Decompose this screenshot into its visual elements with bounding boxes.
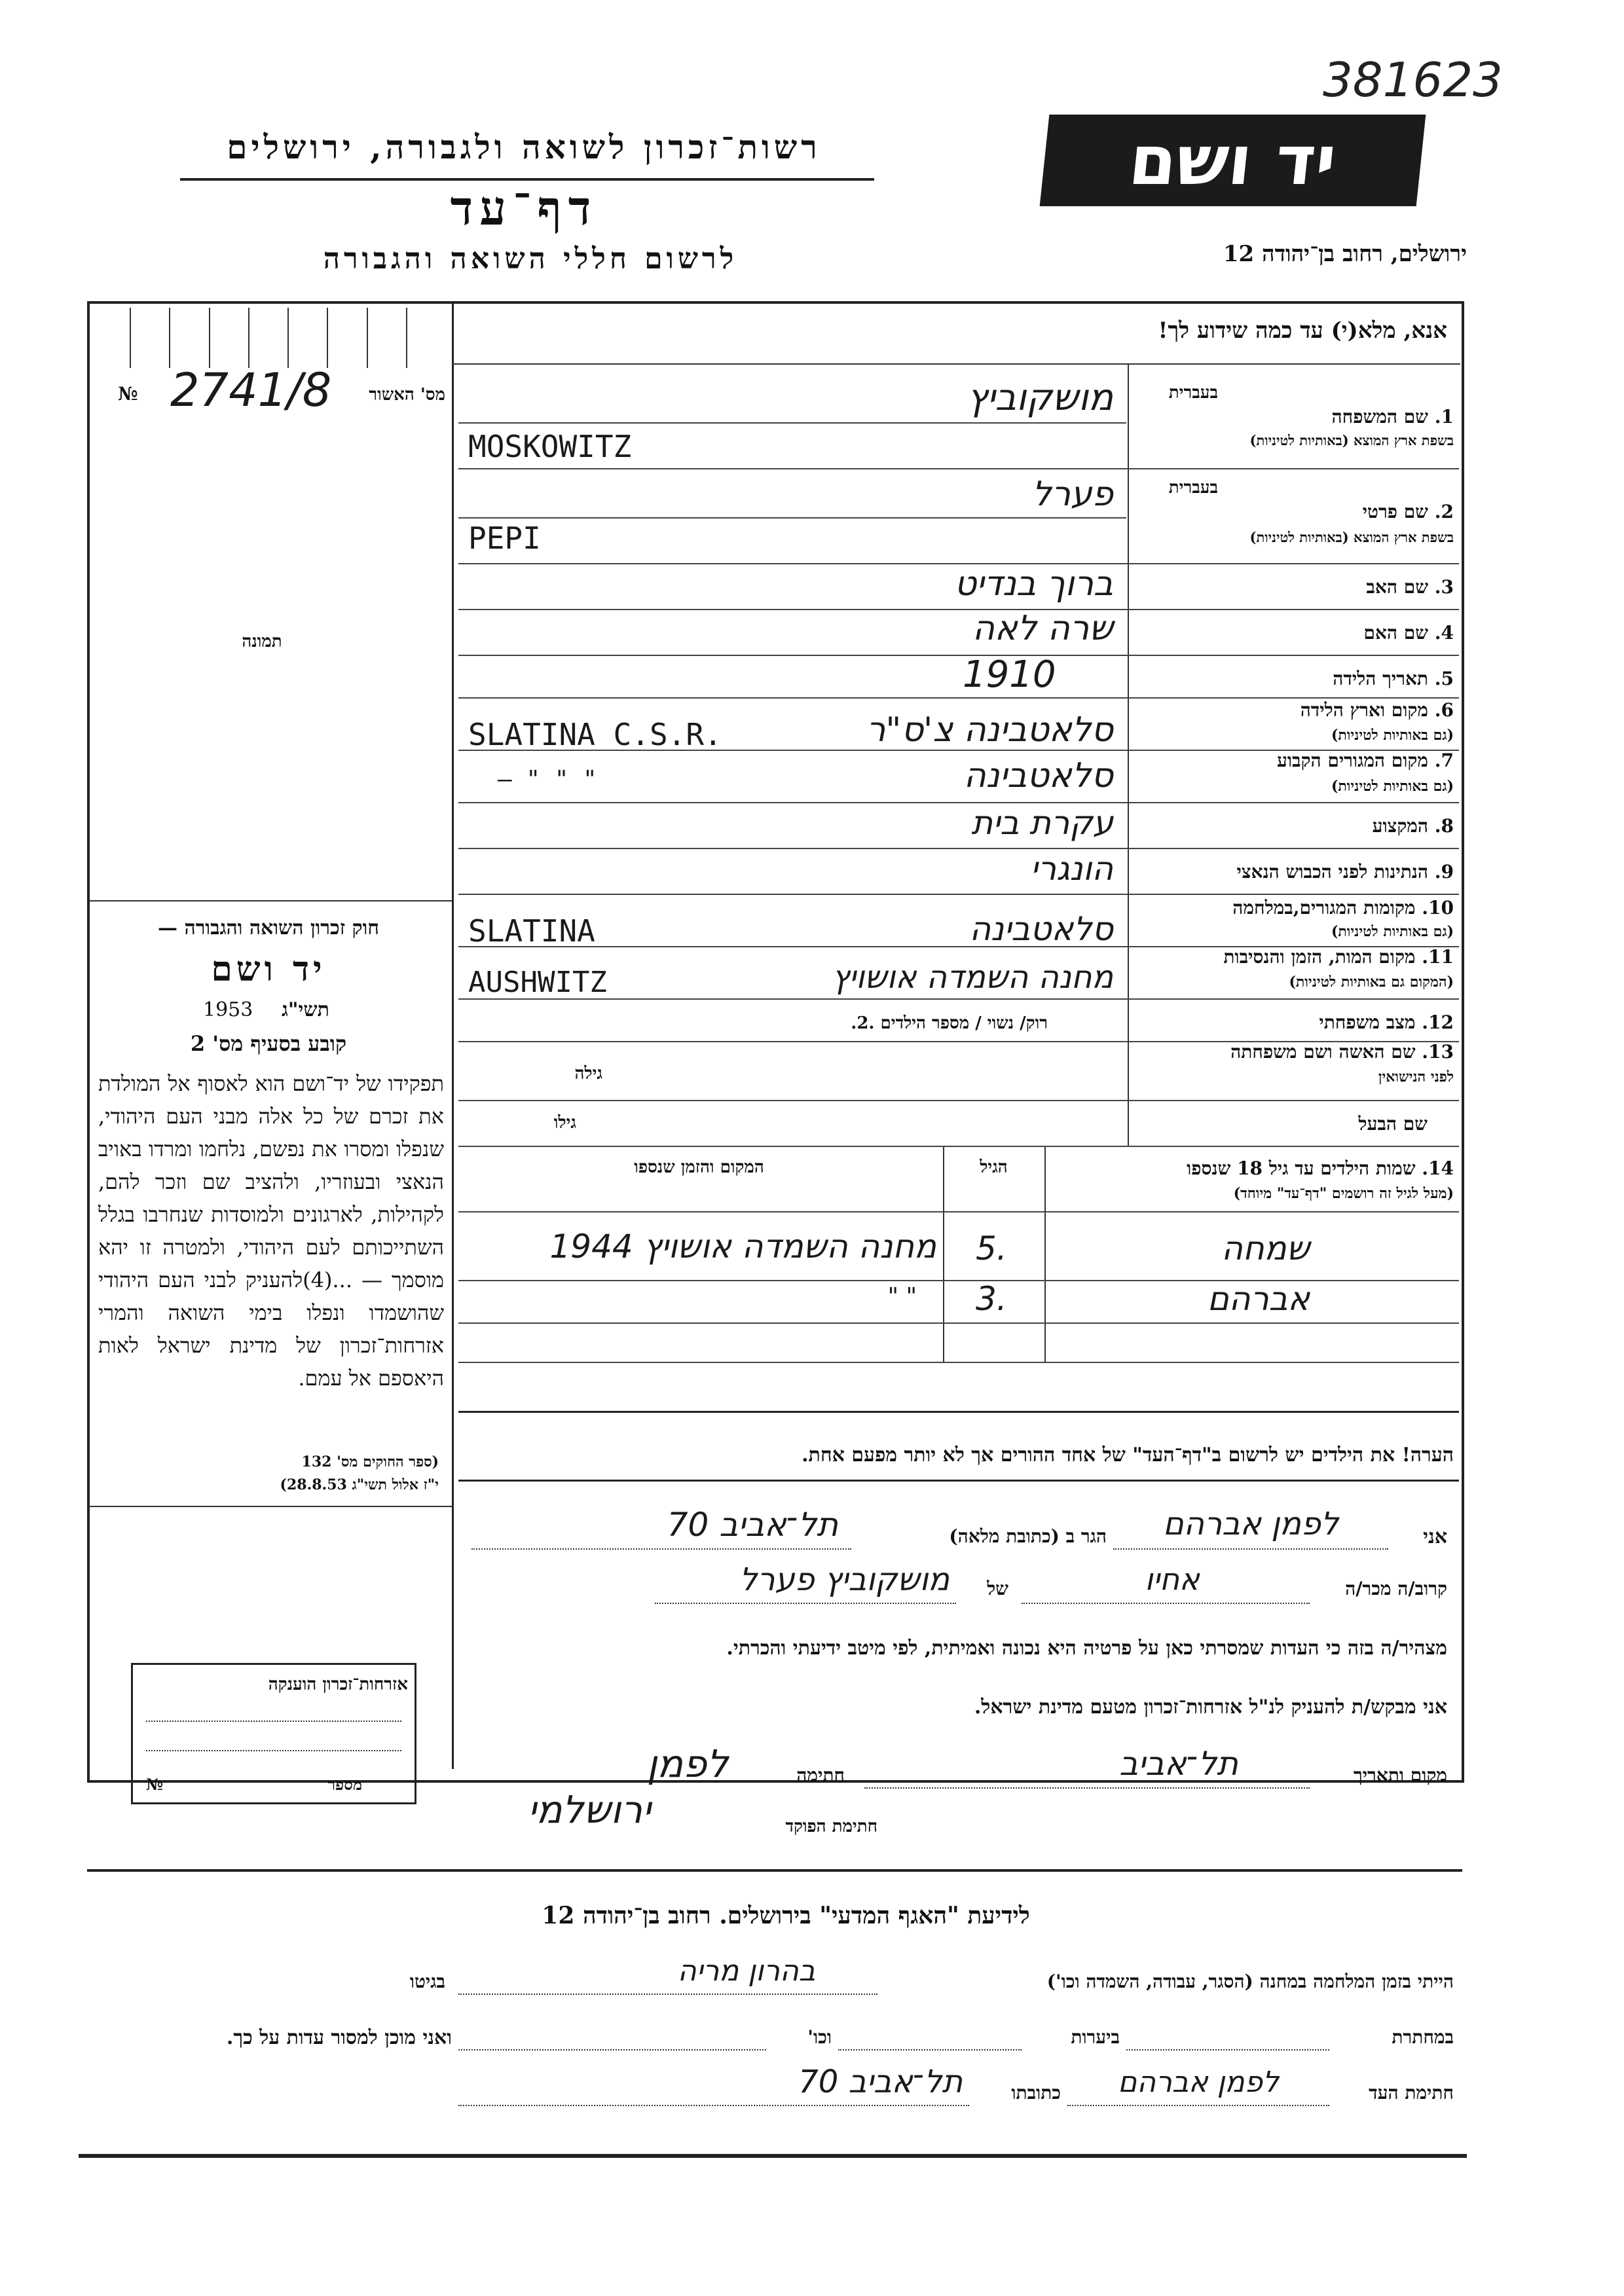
decl-relation-value: אחיו	[1145, 1561, 1200, 1597]
field-1-bottom-line	[458, 468, 1459, 469]
field-11-value-heb: מחנה השמדה אושויץ	[832, 959, 1113, 996]
decl-of-label: של	[987, 1578, 1008, 1599]
field-2-sub: בשפת ארץ המוצא (באותיות לטיניות)	[1249, 529, 1454, 545]
decl-residing-label: הגר ב (כתובת מלאה)	[949, 1525, 1107, 1547]
law-bottom-line	[88, 1506, 452, 1507]
children-num: 14.	[1422, 1157, 1454, 1179]
field-6-sub: (גם באותיות לטיניות)	[1331, 727, 1454, 744]
law-section: קובע בסעיף מס' 2	[190, 1031, 347, 1056]
field-2-value-lat: PEPI	[468, 520, 541, 556]
husband-bottom-line	[458, 1146, 1459, 1147]
footer-line2-b: ביערות	[1071, 2026, 1120, 2048]
citizenship-number-label: מספר	[327, 1775, 362, 1794]
field-4-label	[1133, 622, 1454, 644]
field-5-bottom-line	[458, 697, 1459, 699]
law-year-heb: תשי"ג	[282, 998, 329, 1021]
field-10-name: מקומות המגורים,במלחמה	[1232, 897, 1416, 919]
field-2-name: שם פרטי	[1362, 501, 1429, 522]
footer-line2-a: במחתרת	[1392, 2026, 1454, 2048]
decl-place-date-label: מקום ותאריך	[1353, 1764, 1447, 1786]
field-8-value-heb: עקרת בית	[971, 804, 1113, 842]
field-10-label	[1133, 897, 1454, 919]
field-7-bottom-line	[458, 802, 1459, 803]
footer-line2-c: וכו'	[807, 2026, 832, 2048]
decl-i-label: אני	[1423, 1525, 1447, 1548]
field-11-value-lat: AUSHWITZ	[468, 966, 607, 999]
decl-request: אני מבקש/ת להעניק לנ"ל אזרחות־זכרון מטעם מדינת ישראל.	[974, 1696, 1447, 1719]
field-11-bottom-line	[458, 998, 1459, 1000]
children-col-age: הגיל	[980, 1157, 1008, 1177]
field-12-label	[1133, 1011, 1454, 1034]
field-1-name: שם המשפחה	[1331, 406, 1429, 428]
field-13-sub: לפני הנישואין	[1378, 1068, 1454, 1085]
field-1-hint: בעברית	[1168, 383, 1218, 403]
children-title: שמות הילדים עד גיל 18 שנספו	[1187, 1157, 1416, 1179]
field-5-name: תאריך הלידה	[1333, 668, 1429, 689]
intro-divider	[452, 363, 1460, 365]
field-6-label	[1133, 699, 1454, 721]
decl-relation-line	[1022, 1603, 1310, 1604]
field-13-label	[1133, 1041, 1454, 1063]
decl-i-value: לפמן אברהם	[1162, 1506, 1339, 1542]
intro-text: אנא, מלא(י) עד כמה שידוע לך!	[1158, 318, 1447, 344]
citizenship-box	[131, 1663, 416, 1804]
form-title: דף־עד	[450, 180, 598, 236]
husband-extra: גילו	[553, 1113, 576, 1133]
field-4-value-heb: שרה לאה	[972, 609, 1113, 648]
footer-line3-addr-value: תל־אביב 70	[798, 2064, 963, 2100]
law-ref-1: (ספר החוקים מס' 132	[301, 1453, 439, 1470]
field-13-bottom-line	[458, 1100, 1459, 1101]
field-7-label	[1133, 750, 1454, 772]
decl-official-value: ירושלמי	[528, 1787, 651, 1832]
field-13-name: שם האשה ושם משפחתה	[1230, 1041, 1416, 1063]
law-year-num: 1953	[203, 998, 253, 1021]
field-1-value-heb: מושקוביץ	[967, 376, 1113, 419]
decl-relation-label: קרוב/ה מכר/ה	[1345, 1578, 1447, 1599]
field-6-name: מקום וארץ הלידה	[1300, 699, 1429, 721]
field-9-name: הנתינות לפני הכבוש הנאצי	[1236, 861, 1429, 883]
field-7-num: 7.	[1434, 750, 1454, 771]
field-1-num: 1.	[1434, 406, 1454, 428]
field-7-name: מקום המגורים הקבוע	[1277, 750, 1429, 771]
child-1-name: שמחה	[1221, 1230, 1310, 1267]
decl-place-date-line	[864, 1787, 1310, 1789]
bottom-line	[79, 2154, 1467, 2158]
field-9-value-heb: הונגרי	[1030, 850, 1113, 888]
child-2-name: אברהם	[1207, 1280, 1310, 1318]
field-10-sub: (גם באותיות לטיניות)	[1331, 923, 1454, 940]
grid-boxes	[92, 308, 445, 368]
child-2-place: " "	[887, 1283, 917, 1310]
footer-line2-line-c	[458, 2049, 766, 2050]
children-bottom-line	[458, 1362, 1459, 1363]
field-12-name: מצב משפחתי	[1319, 1011, 1416, 1033]
field-6-value-heb: סלאטבינה צ'ס"ר	[866, 710, 1113, 750]
field-5-value-heb: 1910	[963, 653, 1056, 696]
field-9-num: 9.	[1434, 861, 1454, 883]
field-2-label	[1133, 501, 1454, 523]
decl-residing-value: תל־אביב 70	[667, 1506, 838, 1544]
field-10-value-heb: סלאטבינה	[969, 910, 1113, 948]
decl-of-value: מושקוביץ פערל	[739, 1561, 950, 1598]
husband-label: שם הבעל	[1358, 1113, 1428, 1135]
permit-label: מס' האשור	[369, 385, 445, 405]
field-1-value-lat: MOSKOWITZ	[468, 429, 632, 464]
decl-official-label: חתימת הפוקד	[785, 1817, 877, 1836]
field-4-name: שם האם	[1363, 622, 1429, 644]
children-col-1	[1044, 1147, 1046, 1362]
field-8-bottom-line	[458, 848, 1459, 849]
field-4-num: 4.	[1434, 622, 1454, 644]
field-4-bottom-line	[458, 655, 1459, 656]
children-label	[1048, 1157, 1454, 1180]
decl-statement: מצהיר/ה בזה כי העדות שמסרתי כאן על פרטיה היא נכונה ואמיתית, לפי מיטב ידיעתי והכרתי.	[726, 1637, 1447, 1660]
footer-line3-addr-line	[458, 2105, 969, 2106]
footer-line3-addr-label: כתובתו	[1011, 2082, 1061, 2104]
field-12-value: רוק/ נשוי / מספר הילדים .2.	[851, 1013, 1048, 1033]
field-11-label	[1133, 946, 1454, 968]
child-2-age: 3.	[976, 1280, 1007, 1318]
footer-line3-value: לפמן אברהם	[1118, 2066, 1279, 2099]
law-ref-2: י"ז אלול תשי"ג 28.8.53)	[280, 1476, 439, 1493]
decl-place-date-value: תל־אביב	[1119, 1745, 1238, 1783]
field-1-label	[1133, 406, 1454, 428]
field-11-num: 11.	[1422, 946, 1454, 968]
field-6-value-lat: SLATINA C.S.R.	[468, 717, 722, 752]
decl-signature-value: לפמן	[646, 1741, 729, 1786]
note-top-line	[458, 1411, 1459, 1413]
field-3-num: 3.	[1434, 576, 1454, 598]
footer-line2-line-b	[838, 2049, 1022, 2050]
field-13-num: 13.	[1422, 1041, 1454, 1063]
child-2-line	[458, 1322, 1459, 1324]
field-8-label	[1133, 815, 1454, 837]
field-7-sub: (גם באותיות לטיניות)	[1331, 778, 1454, 795]
field-2-value-heb: פערל	[1032, 475, 1113, 514]
field-6-num: 6.	[1434, 699, 1454, 721]
field-11-sub: (המקום גם באותיות לטיניות)	[1289, 974, 1454, 991]
field-2-mid-line	[458, 517, 1126, 519]
yad-vashem-logo	[1040, 115, 1426, 206]
field-9-bottom-line	[458, 894, 1459, 895]
footer-line1-line	[458, 1994, 877, 1995]
footer-title: לידיעת "האגף המדעי" בירושלים. רחוב בן־יהודה 12	[542, 1902, 1030, 1929]
address: ירושלים, רחוב בן־יהודה 12	[1223, 241, 1467, 267]
note-bottom-line	[458, 1480, 1459, 1482]
field-1-sub: בשפת ארץ המוצא (באותיות לטיניות)	[1249, 432, 1454, 448]
footer-top-line	[87, 1869, 1462, 1872]
field-2-num: 2.	[1434, 501, 1454, 522]
footer-line2-end: ואני מוכן למסור עדות על כך.	[226, 2026, 452, 2049]
permit-value: 2741/8	[170, 363, 332, 417]
field-2-hint: בעברית	[1168, 478, 1218, 498]
field-9-label	[1133, 861, 1454, 883]
archive-number: 381623	[1323, 52, 1503, 107]
footer-line1-value: בהרון מריה	[677, 1954, 816, 1988]
form-subtitle: לרשום חללי השואה והגבורה	[323, 242, 738, 276]
field-1-mid-line	[458, 422, 1126, 424]
photo-bottom-line	[88, 900, 452, 902]
field-10-value-lat: SLATINA	[468, 913, 595, 949]
children-header-line	[458, 1211, 1459, 1212]
field-3-value-heb: ברוך בנדיט	[954, 564, 1113, 604]
field-3-label	[1133, 576, 1454, 598]
field-8-name: המקצוע	[1372, 815, 1429, 837]
field-12-num: 12.	[1422, 1011, 1454, 1033]
citizenship-no-symbol: №	[146, 1775, 164, 1794]
footer-line3-line	[1067, 2105, 1329, 2106]
law-text: תפקידו של יד־ושם הוא לאסוף אל המולדת את זכרם של כל אלה מבני העם היהודי, שנפלו ומסרו את נפשם, נלחמו ומרדו באויב הנאצי ובעוזריו, ולהציב שם וזכר להם, לקהילות, לארגונים ולמוסדות שנחרבו בגלל השתייכותם לעם היהודי, ולמטרה זו יהא מוסמך — ...(4)להעניק לבני העם היהודי שהושמדו ונפלו בימי השואה והמרי אזרחות־זכרון של מדינת ישראל לאות היאספם אל עמם.	[98, 1071, 445, 1391]
decl-i-line	[1113, 1548, 1388, 1550]
footer-line1-label: הייתי בזמן המלחמה במחנה (הסגר, עבודה, השמדה וכו')	[1046, 1971, 1454, 1992]
note-text: הערה! את הילדים יש לרשום ב"דף־העד" של אחד ההורים אך לא יותר מפעם אחת.	[802, 1444, 1454, 1467]
field-13-extra: גילה	[574, 1064, 602, 1084]
label-column-divider	[1128, 365, 1129, 1147]
field-7-value-heb: סלאטבינה	[963, 756, 1113, 795]
child-1-age: 5.	[976, 1230, 1007, 1267]
children-col-place: המקום והזמן שנספו	[634, 1157, 764, 1177]
decl-residing-line	[471, 1548, 851, 1550]
permit-no-symbol: №	[118, 383, 138, 405]
decl-of-line	[655, 1603, 956, 1604]
field-8-num: 8.	[1434, 815, 1454, 837]
left-panel-divider	[452, 302, 454, 1769]
footer-line3-label: חתימת העד	[1369, 2082, 1454, 2104]
logo-text: יד ושם	[1125, 120, 1340, 200]
field-10-num: 10.	[1422, 897, 1454, 919]
field-11-name: מקום המות, הזמן והנסיבות	[1223, 946, 1416, 968]
field-5-num: 5.	[1434, 668, 1454, 689]
photo-label: תמונה	[242, 632, 282, 651]
citizenship-box-title: אזרחות־זכרון הוענקה	[268, 1675, 408, 1694]
law-heading: חוק זכרון השואה והגבורה —	[158, 917, 379, 939]
footer-line2-line-a	[1126, 2049, 1329, 2050]
field-7-value-lat: — " " "	[498, 766, 597, 793]
law-name: יד ושם	[211, 949, 326, 989]
footer-line1-end: בגיטו	[409, 1971, 445, 1992]
decl-signature-label: חתימה	[796, 1764, 845, 1786]
children-sub: (מעל לגיל זה רושמים "דף־עד" מיוחד)	[1233, 1185, 1454, 1202]
children-col-2	[943, 1147, 944, 1362]
child-1-place: מחנה השמדה אושויץ 1944	[549, 1228, 936, 1266]
institution-line: רשות־זכרון לשואה ולגבורה, ירושלים	[227, 128, 821, 166]
field-5-label	[1133, 668, 1454, 690]
field-3-name: שם האב	[1366, 576, 1429, 598]
